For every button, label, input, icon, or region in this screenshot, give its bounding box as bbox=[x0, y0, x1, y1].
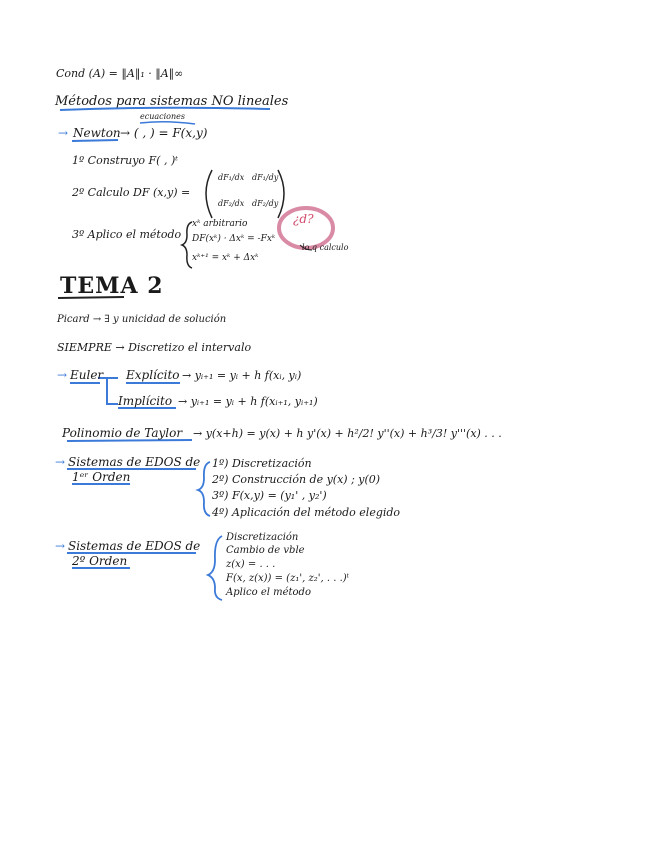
xk1-line: xᵏ⁺¹ = xᵏ + Δxᵏ bbox=[192, 253, 259, 263]
arrow-icon: → bbox=[58, 126, 69, 140]
euler-label: Euler bbox=[70, 368, 104, 382]
ecuaciones-note: ecuaciones bbox=[140, 112, 185, 121]
sistemas1-step4: 4º) Aplicación del método elegido bbox=[212, 506, 401, 519]
tema-heading: TEMA 2 bbox=[60, 273, 164, 299]
sistemas1-step1: 1º) Discretización bbox=[212, 457, 312, 470]
df-line: DF(xᵏ) · Δxᵏ = -Fxᵏ bbox=[192, 234, 276, 244]
implicito-equation: → yᵢ₊₁ = yᵢ + h f(xᵢ₊₁, yᵢ₊₁) bbox=[178, 395, 318, 408]
jacobian-22: dF₂/dy bbox=[252, 199, 279, 208]
sistemas2-step5: Aplico el método bbox=[226, 587, 311, 598]
siempre-line: SIEMPRE → Discretizo el intervalo bbox=[57, 341, 252, 354]
sistemas2-orden: 2º Orden bbox=[72, 554, 128, 568]
step-1: 1º Construyo F( , )ᵗ bbox=[72, 154, 178, 167]
newton-label: Newton bbox=[73, 126, 121, 140]
explicito-equation: → yᵢ₊₁ = yᵢ + h f(xᵢ, yᵢ) bbox=[182, 369, 302, 382]
sistemas1-title: Sistemas de EDOS de bbox=[68, 455, 201, 469]
question-note: ¿d? bbox=[293, 212, 314, 226]
sistemas2-step3: z(x) = . . . bbox=[226, 559, 276, 570]
lo-calculo-note: lo q calculo bbox=[302, 243, 349, 252]
jacobian-11: dF₁/dx bbox=[218, 173, 245, 182]
implicito-label: Implícito bbox=[118, 394, 173, 408]
sistemas2-title: Sistemas de EDOS de bbox=[68, 539, 201, 553]
sistemas1-orden: 1ᵉʳ Orden bbox=[72, 470, 131, 484]
cond-formula: Cond (A) = ‖A‖₁ · ‖A‖∞ bbox=[56, 67, 184, 80]
taylor-label: Polinomio de Taylor bbox=[62, 426, 183, 440]
picard-line: Picard → ∃ y unicidad de solución bbox=[57, 314, 227, 325]
taylor-equation: → y(x+h) = y(x) + h y'(x) + h²/2! y''(x) + h³/3! y'''(x) . . . bbox=[193, 427, 502, 440]
metodos-title: Métodos para sistemas NO lineales bbox=[55, 94, 289, 109]
step-2: 2º Calculo DF (x,y) = bbox=[72, 186, 191, 199]
arrow-icon: → bbox=[55, 455, 66, 469]
sistemas2-step1: Discretización bbox=[226, 532, 299, 543]
xk-arbitrario: xᵏ arbitrario bbox=[192, 219, 248, 229]
sistemas2-step2: Cambio de vble bbox=[226, 545, 305, 556]
newton-equation: → ( , ) = F(x,y) bbox=[120, 126, 208, 140]
sistemas1-step2: 2º) Construcción de y(x) ; y(0) bbox=[212, 473, 381, 486]
step-3: 3º Aplico el método bbox=[72, 228, 182, 241]
jacobian-21: dF₂/dx bbox=[218, 199, 245, 208]
sistemas1-step3: 3º) F(x,y) = (y₁' , y₂') bbox=[212, 489, 327, 502]
sistemas2-step4: F(x, z(x)) = (z₁', z₂', . . .)ᵗ bbox=[226, 573, 350, 584]
arrow-icon: → bbox=[57, 368, 68, 382]
explicito-label: Explícito bbox=[126, 368, 180, 382]
jacobian-12: dF₁/dy bbox=[252, 173, 279, 182]
arrow-icon: → bbox=[55, 539, 66, 553]
